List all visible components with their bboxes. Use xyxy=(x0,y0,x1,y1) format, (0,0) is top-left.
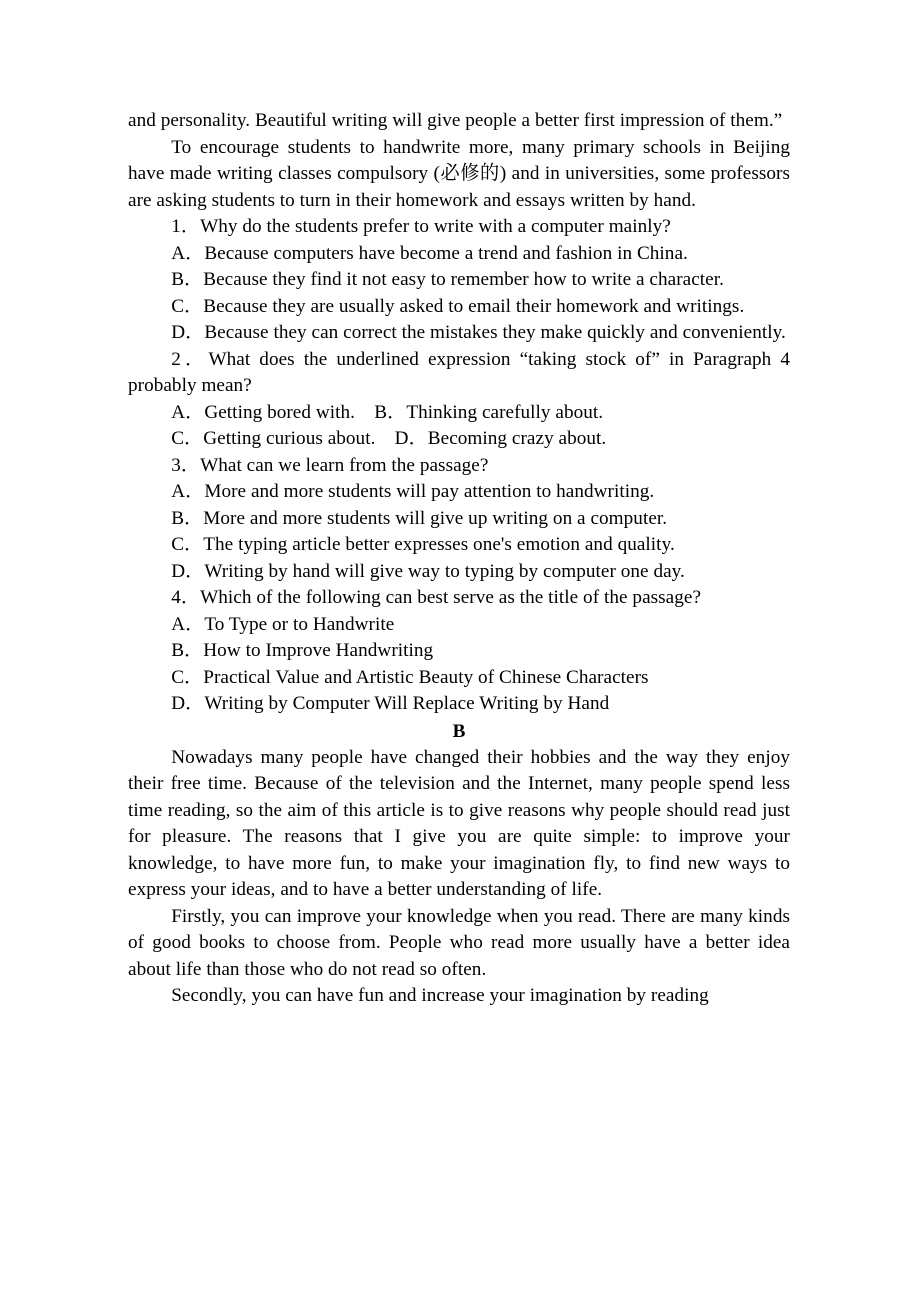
question-3-option-d[interactable]: D．Writing by hand will give way to typing by computer one day. xyxy=(171,560,685,582)
question-4-stem xyxy=(128,585,790,612)
question-4-option-c[interactable]: C．Practical Value and Artistic Beauty of Chinese Characters xyxy=(171,666,649,688)
question-4-option-a[interactable]: A．To Type or to Handwrite xyxy=(171,613,395,635)
question-1-option-c[interactable]: C．Because they are usually asked to email their homework and writings. xyxy=(171,295,745,317)
question-3-stem xyxy=(128,453,790,480)
question-4-option-b[interactable]: B．How to Improve Handwriting xyxy=(171,640,434,661)
question-3-text: What can we learn from the passage? xyxy=(200,454,489,476)
question-4-text: Which of the following can best serve as the title of the passage? xyxy=(200,587,702,608)
question-3-number: 3． xyxy=(171,454,201,476)
page-content xyxy=(128,108,790,1010)
passage-paragraph-handwriting-policy: To encourage students to handwrite more, many primary schools in Beijing have made writing classes compulsory (必修的) and in universities, some professors are asking students to turn in their homework and essays written by hand. xyxy=(128,136,790,211)
question-1-number: 1． xyxy=(171,216,201,237)
passage-continuation-paragraph: and personality. Beautiful writing will give people a better first impression of them.” xyxy=(128,110,783,131)
question-1-option-b[interactable]: B．Because they find it not easy to remember how to write a character. xyxy=(171,269,724,290)
question-3-option-c[interactable]: C．The typing article better expresses one's emotion and quality. xyxy=(171,534,675,555)
question-4-number: 4． xyxy=(171,587,201,608)
question-2-options-row-2[interactable]: C．Getting curious about. D．Becoming crazy about. xyxy=(171,428,607,449)
question-2-options-row-1[interactable]: A．Getting bored with. B．Thinking carefully about. xyxy=(171,401,604,423)
section-b-paragraph-2: Firstly, you can improve your knowledge when you read. There are many kinds of good books to choose from. People who read more usually have a better idea about life than those who do not read so often. xyxy=(128,905,790,980)
question-3-option-a[interactable]: A．More and more students will pay attention to handwriting. xyxy=(171,481,655,502)
question-3-option-b[interactable]: B．More and more students will give up writing on a computer. xyxy=(171,507,668,529)
question-2-text: What does the underlined expression “taking stock of” in Paragraph 4 probably mean? xyxy=(128,348,791,396)
question-1-option-a[interactable]: A．Because computers have become a trend and fashion in China. xyxy=(171,242,688,264)
section-b-paragraph-3: Secondly, you can have fun and increase your imagination by reading xyxy=(171,985,709,1006)
question-1-stem xyxy=(128,214,790,241)
question-4-option-d[interactable]: D．Writing by Computer Will Replace Writing by Hand xyxy=(171,693,610,714)
question-2-number: 2． xyxy=(171,348,209,370)
section-b-paragraph-1: Nowadays many people have changed their hobbies and the way they enjoy their free time. Because of the television and the Internet, many people spend less time reading, so the aim of this article is to give reasons why people should read just for pleasure. The reasons that I give you are quite simple: to improve your knowledge, to have more fun, to make your imagination fly, to find new ways to express your ideas, and to have a better understanding of life. xyxy=(128,746,790,900)
question-1-text: Why do the students prefer to write with a computer mainly? xyxy=(200,216,671,237)
section-b-heading: B xyxy=(452,720,466,742)
question-2-stem xyxy=(128,347,790,400)
question-1-option-d[interactable]: D．Because they can correct the mistakes they make quickly and conveniently. xyxy=(171,322,786,343)
